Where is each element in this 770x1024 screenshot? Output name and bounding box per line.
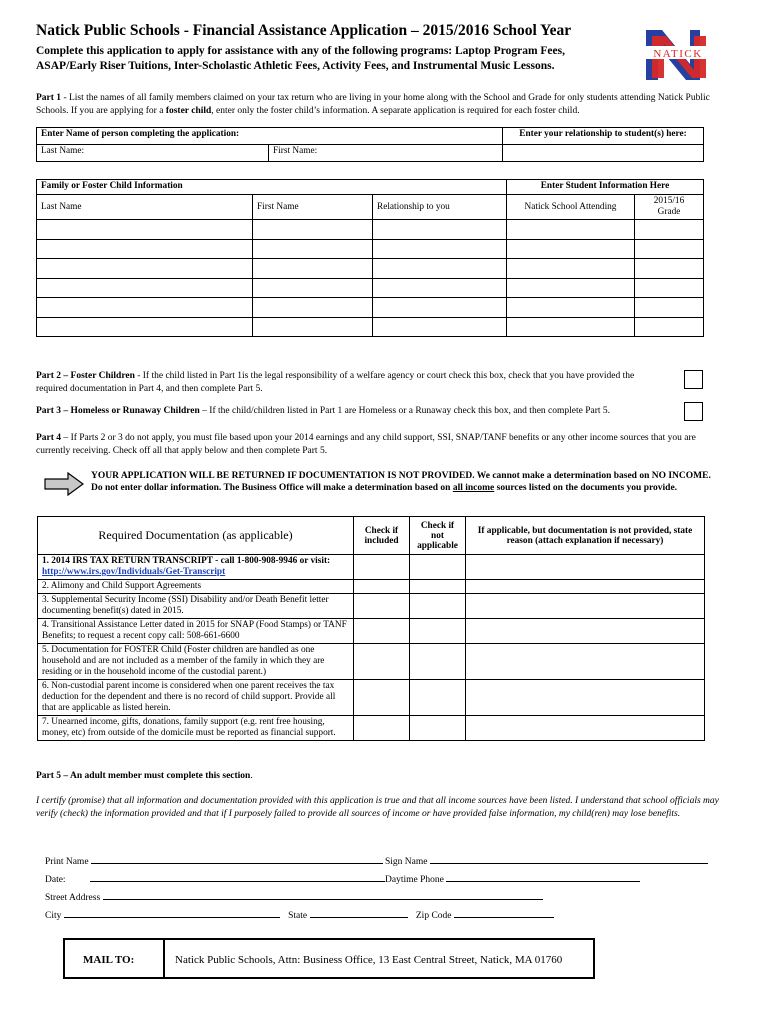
phone-row: Daytime Phone xyxy=(385,872,640,885)
page-title: Natick Public Schools - Financial Assistance Application – 2015/2016 School Year xyxy=(36,22,572,39)
doc-item-5: 5. Documentation for FOSTER Child (Foster children are handled as one household and are not included as a member of the family in which they are residing or in the household income of the custodial parent.) xyxy=(38,644,354,680)
applicant-name-header: Enter Name of person completing the application: xyxy=(37,128,503,145)
not-applicable-checkbox[interactable] xyxy=(410,644,466,680)
reason-field[interactable] xyxy=(466,619,705,644)
mail-to-label: MAIL TO: xyxy=(65,940,165,977)
included-checkbox[interactable] xyxy=(354,555,410,580)
reason-field[interactable] xyxy=(466,580,705,594)
reason-header: If applicable, but documentation is not provided, state reason (attach explanation if necessary) xyxy=(466,517,705,555)
zip-code-field[interactable] xyxy=(454,908,554,918)
not-applicable-header: Check if not applicable xyxy=(410,517,466,555)
included-checkbox[interactable] xyxy=(354,680,410,716)
city-field[interactable] xyxy=(64,908,280,918)
family-row xyxy=(37,298,704,318)
family-section-header: Family or Foster Child Information xyxy=(37,180,507,195)
not-applicable-checkbox[interactable] xyxy=(410,555,466,580)
family-table xyxy=(36,179,704,337)
state-field[interactable] xyxy=(310,908,408,918)
col-last-name: Last Name xyxy=(37,195,253,220)
included-checkbox[interactable] xyxy=(354,619,410,644)
col-grade: 2015/16 Grade xyxy=(635,195,704,220)
included-checkbox[interactable] xyxy=(354,580,410,594)
doc-item-6: 6. Non-custodial parent income is considered when one parent receives the tax deduction for the dependent and there is no record of child support. Provide all that are applicable as listed herein. xyxy=(38,680,354,716)
doc-row xyxy=(38,716,705,741)
svg-text:NATICK: NATICK xyxy=(653,48,703,60)
applicant-first-name-field[interactable]: First Name: xyxy=(269,145,503,162)
not-applicable-checkbox[interactable] xyxy=(410,580,466,594)
included-header: Check if included xyxy=(354,517,410,555)
reason-field[interactable] xyxy=(466,680,705,716)
not-applicable-checkbox[interactable] xyxy=(410,594,466,619)
not-applicable-checkbox[interactable] xyxy=(410,619,466,644)
reason-field[interactable] xyxy=(466,716,705,741)
family-row xyxy=(37,220,704,240)
relationship-header: Enter your relationship to student(s) here: xyxy=(503,128,704,145)
included-checkbox[interactable] xyxy=(354,594,410,619)
col-relationship: Relationship to you xyxy=(373,195,507,220)
family-row xyxy=(37,239,704,259)
part3-instructions: Part 3 – Homeless or Runaway Children – If the child/children listed in Part 1 are Homeless or a Runaway check this box, and then complete Part 5. xyxy=(36,406,611,416)
family-row xyxy=(37,259,704,279)
foster-child-checkbox[interactable] xyxy=(684,370,703,389)
page-subtitle: Complete this application to apply for assistance with any of the following programs: Laptop Program Fees, ASAP/Early Riser Tuitions, Inter-Scholastic Athletic Fees, Activity Fees, and Instrumental Music Lessons. xyxy=(36,45,565,72)
documentation-notice: YOUR APPLICATION WILL BE RETURNED IF DOCUMENTATION IS NOT PROVIDED. We cannot make a determination based on NO INCOME. Do not enter dollar information. The Business Office will make a determination based on all income sources listed on the documents you provide. xyxy=(91,471,711,493)
print-name-field[interactable] xyxy=(91,854,383,864)
applicant-table xyxy=(36,127,704,162)
not-applicable-checkbox[interactable] xyxy=(410,716,466,741)
col-first-name: First Name xyxy=(253,195,373,220)
doc-item-7: 7. Unearned income, gifts, donations, family support (e.g. rent free housing, money, etc) from outside of the domicile must be reported as financial support. xyxy=(38,716,354,741)
sign-name-row: Sign Name xyxy=(385,854,708,867)
doc-item-3: 3. Supplemental Security Income (SSI) Disability and/or Death Benefit letter documenting benefit(s) dated in 2015. xyxy=(38,594,354,619)
included-checkbox[interactable] xyxy=(354,716,410,741)
part5-heading: Part 5 – An adult member must complete this section. xyxy=(36,771,253,781)
family-row xyxy=(37,278,704,298)
included-checkbox[interactable] xyxy=(354,644,410,680)
street-row: Street Address xyxy=(45,890,543,903)
reason-field[interactable] xyxy=(466,594,705,619)
applicant-last-name-field[interactable]: Last Name: xyxy=(37,145,269,162)
street-address-field[interactable] xyxy=(103,890,543,900)
sign-name-field[interactable] xyxy=(430,854,708,864)
date-field[interactable] xyxy=(90,872,385,882)
doc-row xyxy=(38,594,705,619)
doc-row xyxy=(38,580,705,594)
part4-instructions: Part 4 – If Parts 2 or 3 do not apply, you must file based upon your 2014 earnings and any child support, SSI, SNAP/TANF benefits or any other income sources that you are currently receiving. Check off all that apply below and then complete Part 5. xyxy=(36,433,696,456)
print-name-row: Print Name xyxy=(45,854,383,867)
doc-row xyxy=(38,644,705,680)
doc-row xyxy=(38,555,705,580)
reason-field[interactable] xyxy=(466,644,705,680)
doc-row xyxy=(38,619,705,644)
mail-to-box xyxy=(63,938,595,979)
not-applicable-checkbox[interactable] xyxy=(410,680,466,716)
family-row xyxy=(37,317,704,337)
doc-item-2: 2. Alimony and Child Support Agreements xyxy=(38,580,354,594)
irs-transcript-link[interactable]: http://www.irs.gov/Individuals/Get-Transcript xyxy=(42,567,226,577)
doc-item-4: 4. Transitional Assistance Letter dated in 2015 for SNAP (Food Stamps) or TANF Benefits; to request a recent copy call: 508-661-6600 xyxy=(38,619,354,644)
part2-instructions: Part 2 – Foster Children - If the child listed in Part 1is the legal responsibility of a welfare agency or court check this box, check that you have provided the required documentation in Part 4, and then complete Part 5. xyxy=(36,371,635,394)
doc-item-1: 1. 2014 IRS TAX RETURN TRANSCRIPT - call 1-800-908-9946 or visit: http://www.irs.gov/Individuals/Get-Transcript xyxy=(38,555,354,580)
arrow-right-icon xyxy=(44,472,84,496)
part1-instructions: Part 1 - List the names of all family members claimed on your tax return who are living in your home along with the School and Grade for only students attending Natick Public Schools. If you are applying for a foster child, enter only the foster child’s information. A separate application is required for each foster child. xyxy=(36,93,710,116)
date-row: Date: xyxy=(45,872,385,885)
student-section-header: Enter Student Information Here xyxy=(507,180,704,195)
mail-address: Natick Public Schools, Attn: Business Office, 13 East Central Street, Natick, MA 01760 xyxy=(175,954,563,966)
doc-header: Required Documentation (as applicable) xyxy=(38,517,354,555)
documentation-table xyxy=(37,516,705,741)
daytime-phone-field[interactable] xyxy=(446,872,640,882)
relationship-field[interactable] xyxy=(503,145,704,162)
doc-row xyxy=(38,680,705,716)
natick-logo xyxy=(638,26,718,84)
certification-statement: I certify (promise) that all information and documentation provided with this application is true and that all income sources have been listed. I understand that school officials may verify (check) the information provided and that if I purposely failed to provide all sources of income or have provided false information, my child(ren) may lose benefits. xyxy=(36,796,719,819)
col-school: Natick School Attending xyxy=(507,195,635,220)
reason-field[interactable] xyxy=(466,555,705,580)
city-row: City State Zip Code xyxy=(45,908,554,921)
homeless-checkbox[interactable] xyxy=(684,402,703,421)
